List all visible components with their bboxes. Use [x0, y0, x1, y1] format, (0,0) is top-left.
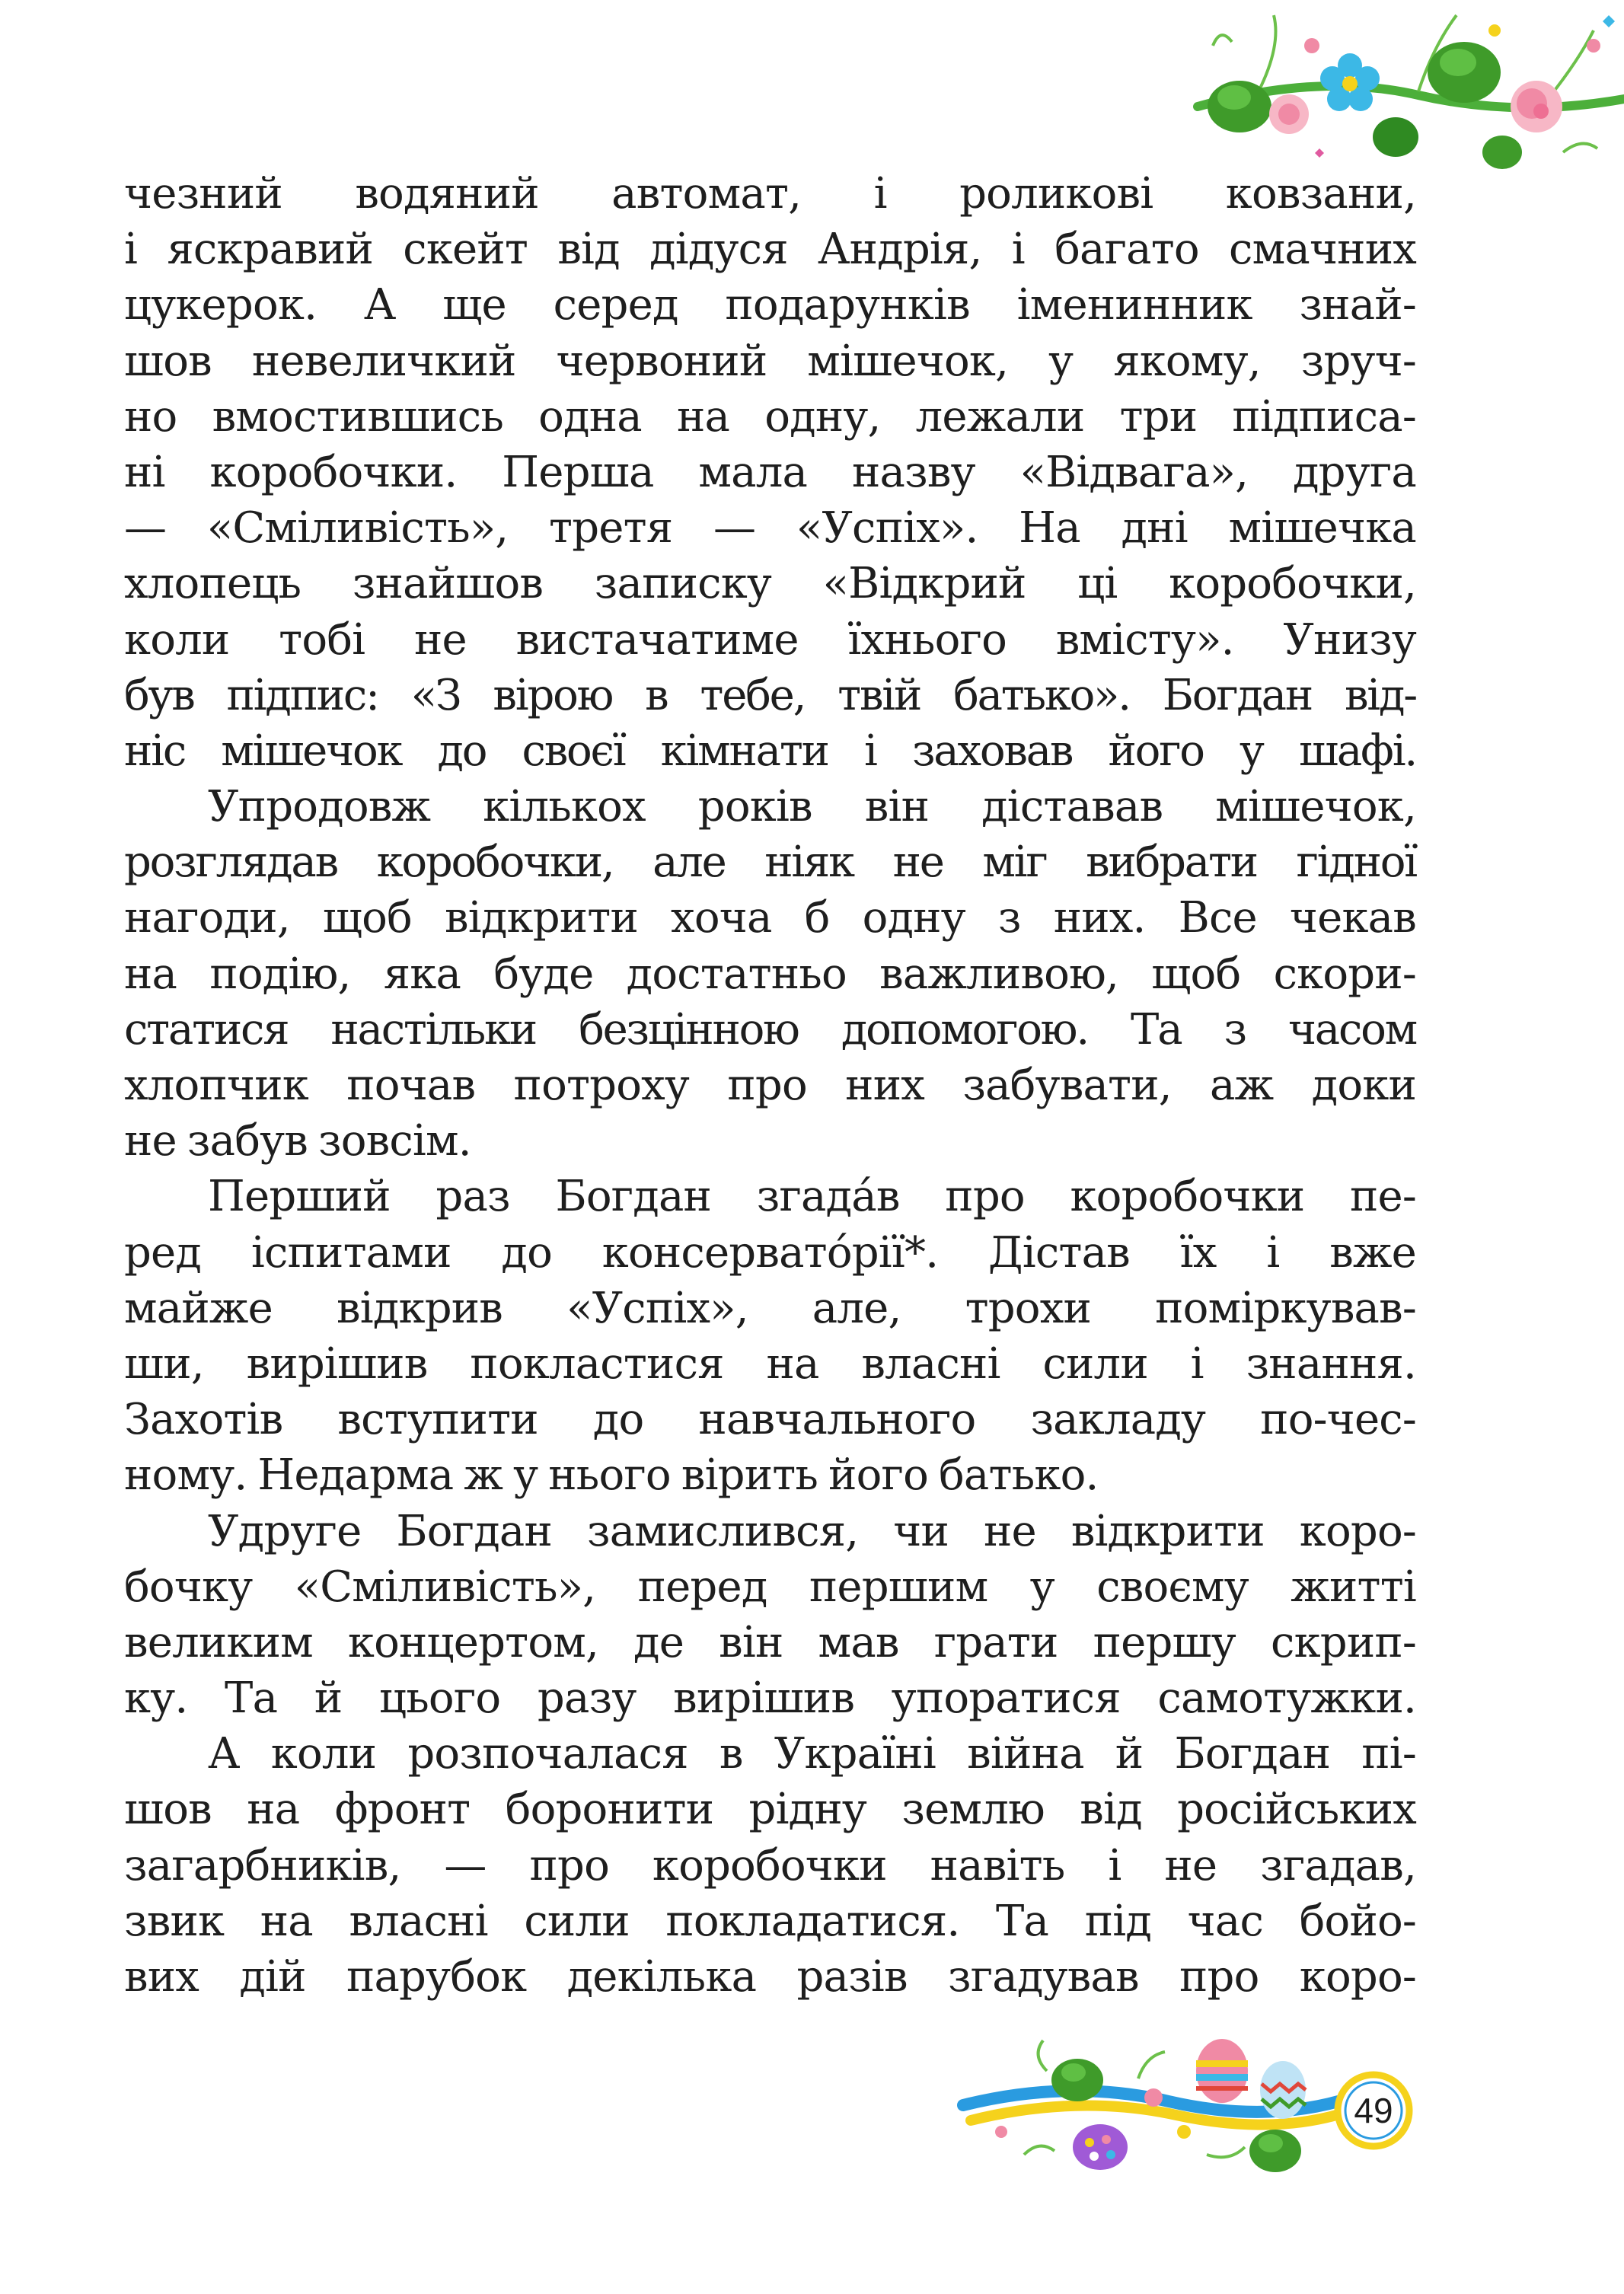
text-line: А коли розпочалася в Україні війна й Богдан пі- [208, 1729, 1416, 1779]
page-number: 49 [1354, 2091, 1393, 2130]
text-line: вих дій парубок декілька разів згадував про коро- [124, 1952, 1416, 2002]
text-line: ред іспитами до консервато́рії*. Дістав їх і вже [124, 1227, 1416, 1278]
floral-branch-icon [1167, 0, 1624, 175]
text-line: шов на фронт боронити рідну землю від російських [124, 1785, 1416, 1835]
text-line: нагоди, щоб відкрити хоча б одну з них. Все чекав [124, 893, 1416, 943]
text-line: ні коробочки. Перша мала назву «Відвага», друга [124, 447, 1416, 497]
text-line: Упродовж кількох років він діставав мішечок, [208, 782, 1416, 832]
text-line: і яскравий скейт від дідуся Андрія, і багато смачних [124, 225, 1416, 275]
text-line: великим концертом, де він мав грати першу скрип- [124, 1617, 1416, 1667]
text-line: Удруге Богдан замислився, чи не відкрити коро- [208, 1506, 1416, 1556]
text-line: ши, вирішив покластися на власні сили і знання. [124, 1338, 1416, 1389]
text-line: хлопець знайшов записку «Відкрий ці коробочки, [124, 559, 1416, 609]
text-line: ніс мішечок до своєї кімнати і заховав його у шафі. [124, 726, 1416, 776]
text-line: Перший раз Богдан згада́в про коробочки пе- [208, 1172, 1416, 1222]
text-line: на подію, яка буде достатньо важливою, щоб скори- [124, 949, 1416, 999]
text-line: но вмостившись одна на одну, лежали три підписа- [124, 391, 1416, 442]
text-line: шов невеличкий червоний мішечок, у якому, зруч- [124, 336, 1416, 386]
text-line: — «Сміливість», третя — «Успіх». На дні мішечка [124, 503, 1416, 554]
text-line: був підпис: «З вірою в тебе, твій батько». Богдан від- [124, 670, 1416, 720]
text-line: загарбників, — про коробочки навіть і не згадав, [124, 1840, 1416, 1890]
text-line: майже відкрив «Успіх», але, трохи поміркував- [124, 1283, 1416, 1333]
text-line: ному. Недарма ж у нього вірить його батько. [124, 1450, 1099, 1501]
text-line: коли тобі не вистачатиме їхнього вмісту». Унизу [124, 614, 1416, 665]
text-line: статися настільки безцінною допомогою. Та з часом [124, 1004, 1416, 1054]
text-line: цукерок. А ще серед подарунків іменинник знай- [124, 280, 1416, 330]
body-text [124, 166, 1416, 2005]
text-line: хлопчик почав потроху про них забувати, аж доки [124, 1061, 1416, 1110]
text-line: розглядав коробочки, але ніяк не міг вибрати гідної [124, 838, 1416, 888]
text-line: не забув зовсім. [124, 1116, 471, 1166]
text-line: звик на власні сили покладатися. Та під час бойо- [124, 1896, 1416, 1946]
text-line: бочку «Сміливість», перед першим у своєму житті [124, 1562, 1416, 1612]
text-line: чезний водяний автомат, і роликові ковзани, [124, 169, 1416, 219]
text-line: ку. Та й цього разу вирішив упоратися самотужки. [124, 1673, 1416, 1724]
text-line: Захотів вступити до навчального закладу по-чес- [124, 1395, 1416, 1445]
